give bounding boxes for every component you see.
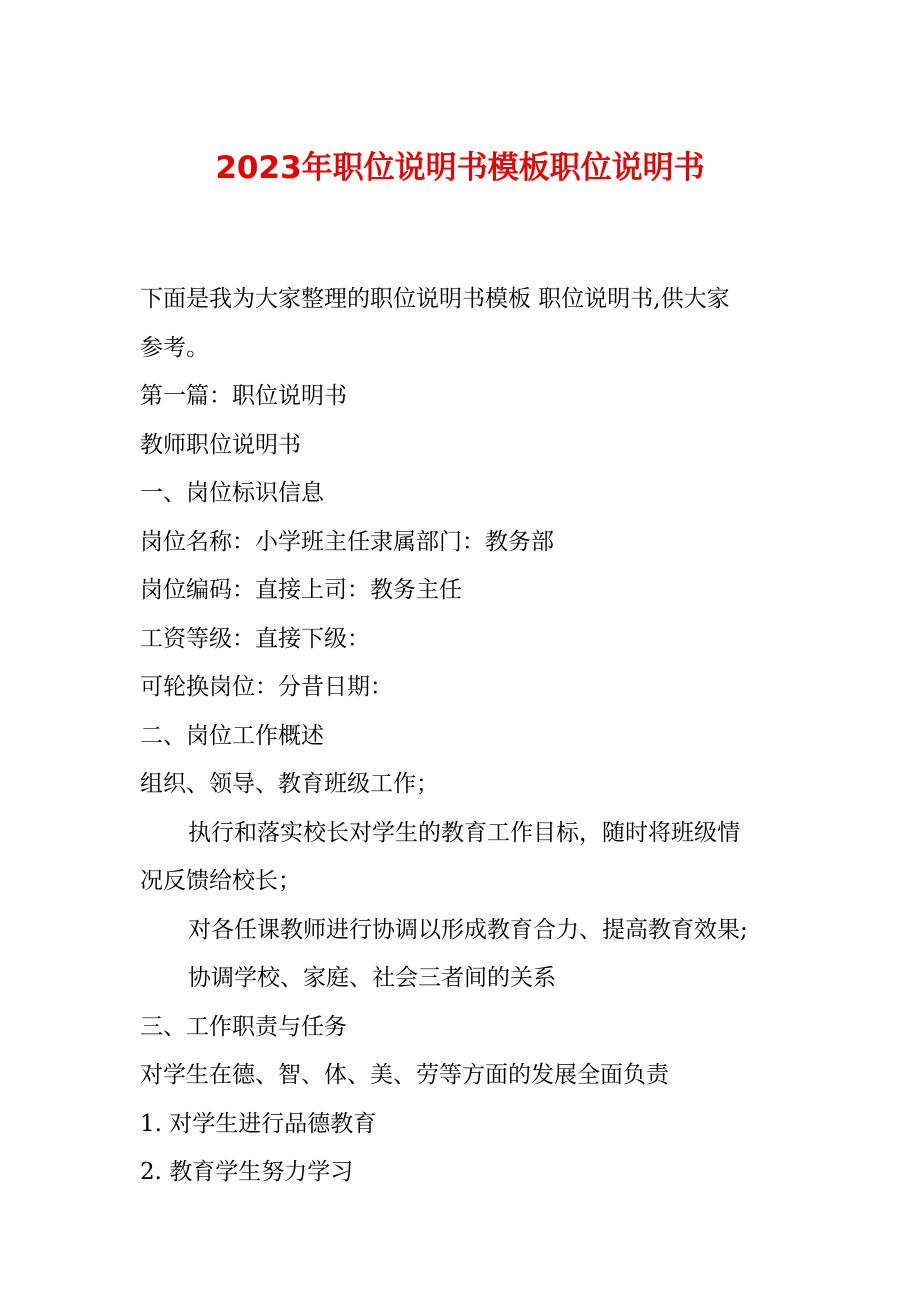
document-subtitle: 教师职位说明书 [140, 431, 301, 458]
overview-paragraph-2: 对各任课教师进行协调以形成教育合力、提高教育效果; [188, 916, 748, 943]
section-heading-1: 一、岗位标识信息 [140, 480, 324, 506]
overview-line: 组织、领导、教育班级工作； [140, 771, 439, 797]
position-code-line: 岗位编码：直接上司：教务主任 [140, 577, 462, 603]
duties-intro-line: 对学生在德、智、体、美、劳等方面的发展全面负责 [140, 1062, 669, 1088]
overview-paragraph-1-cont: 况反馈给校长； [140, 868, 301, 894]
position-name-line: 岗位名称：小学班主任隶属部门：教务部 [140, 528, 554, 555]
salary-grade-line: 工资等级：直接下级： [140, 625, 370, 652]
chapter-heading: 第一篇：职位说明书 [140, 383, 347, 409]
intro-line-1: 下面是我为大家整理的职位说明书模板 职位说明书,供大家 [140, 286, 730, 312]
overview-paragraph-3: 协调学校、家庭、社会三者间的关系 [188, 965, 556, 991]
intro-line-2: 参考。 [140, 334, 209, 361]
overview-paragraph-1: 执行和落实校长对学生的教育工作目标，随时将班级情 [188, 819, 740, 846]
document-title: 2023年职位说明书模板职位说明书 [215, 150, 705, 186]
document-body [140, 275, 785, 1197]
duty-item-1: 1. 对学生进行品德教育 [140, 1110, 377, 1137]
section-heading-2: 二、岗位工作概述 [140, 722, 324, 749]
duty-item-2: 2. 教育学生努力学习 [140, 1159, 354, 1185]
section-heading-3: 三、工作职责与任务 [140, 1013, 347, 1040]
rotation-line: 可轮换岗位：分昔日期： [140, 674, 393, 700]
